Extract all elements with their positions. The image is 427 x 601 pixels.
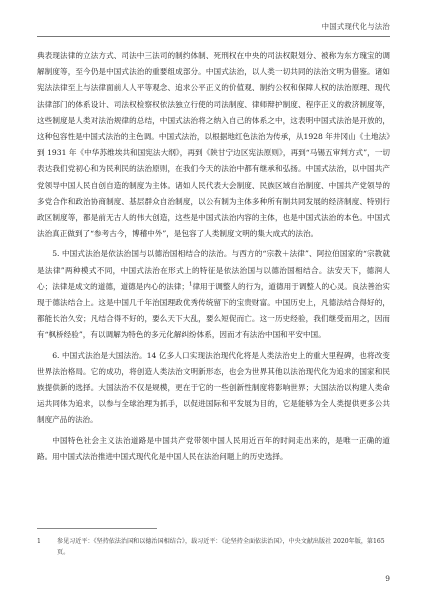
- paragraph-2: [37, 246, 390, 343]
- running-header: 中国式现代化与法治: [321, 22, 390, 31]
- body-text: [37, 48, 390, 465]
- footnote: [37, 536, 390, 558]
- footnote-number: 1: [37, 538, 41, 545]
- paragraph-2-text: 5. 中国式法治是依法治国与以德治国相结合的法治。与西方的“宗教＋法律”、阿拉伯国家的“宗教就是法律”两种模式不同，中国式法治在形式上的特征是依法治国与以德治国相结合。法安天下，德润人心；法律是成文的道德，道德是内心的法律；: [37, 249, 390, 291]
- footnote-rule: [37, 528, 157, 529]
- paragraph-1: 典表现法律的立法方式、司法中三法司的制约体制、死刑权在中央的司法权限划分、被称为东方瑰宝的调解制度等，至今仍是中国式法治的重要组成部分。中国式法治，以人类一切共同的法治文明为借鉴。诸如宪法法律至上与法律面前人人平等观念、追求公平正义的价值观、制约公权和保障人权的法治原理、现代法律部门的体系设计、司法权检察权依法独立行使的司法制度、律师辩护制度、程序正义的救济制度等，这些制度是人类对法治规律的总结，中国式法治将之纳入自己的体系之中，这表明中国式法治是开放的，这种包容性是中国式法治的主色调。中国式法治，以根据地红色法治为传承，从1928 年井冈山《土地法》到 1931 年《中华苏维埃共和国宪法大纲》，再到《陕甘宁边区宪法原则》，再到“马锡五审判方式”，一切表达我们党初心和为民利民的法治原则，在我们今天的法治中都有继承和弘扬。中国式法治，以中国共产党领导中国人民自创自造的制度为主体。诸如人民代表大会制度、民族区域自治制度、中国共产党领导的多党合作和政治协商制度、基层群众自治制度，以公有制为主体多种所有制共同发展的经济制度、特别行政区制度等，都是前无古人的伟大创造，这些是中国式法治内容的主体，也是中国式法治的本色。中国式法治真正做到了“参考古今，博稽中外”，是包容了人类制度文明的集大成式的法治。: [37, 51, 390, 239]
- paragraph-4: 中国特色社会主义法治道路是中国共产党带领中国人民用近百年的时间走出来的，是唯一正确的道路。用中国式法治推进中国式现代化是中国人民在法治问题上的历史选择。: [37, 435, 390, 461]
- header-rule: [37, 36, 390, 37]
- footnote-text: 参见习近平：《坚持依法治国和以德治国相结合》，载习近平：《论坚持全面依法治国》，中央文献出版社 2020年版，第165页。: [57, 538, 385, 556]
- paragraph-3: 6. 中国式法治是大国法治。14 亿多人口实现法治现代化将是人类法治史上的重大里程碑，也将改变世界法治格局。它的成功，将创造人类法治文明新形态，也会为世界其他以法治现代化为追求的国家和民族提供新的选择。大国法治不仅是规模，更在于它的一些创新性制度将影响世界；大国法治以构建人类命运共同体为追求，以参与全球治理为抓手，以促进国际和平发展为目的，它是能够为全人类提供更多公共制度产品的法治。: [37, 350, 390, 425]
- paragraph-2-cont: 律用于调整人的行为，道德用于调整人的心灵。良法善治实现于德法结合上。这是中国几千年治国理政优秀传统留下的宝贵财富。中国历史上，凡德法结合得好的，都能长治久安；凡结合得不好的，要么天下大乱，要么短促而亡。这一历史经验，我们继受而用之，因而有“枫桥经验”，有以调解为特色的多元化解纠纷体系，因而才有法治中国和平安中国。: [37, 281, 390, 340]
- footnote-marker[interactable]: 1: [188, 281, 193, 288]
- page-number: 9: [385, 574, 390, 583]
